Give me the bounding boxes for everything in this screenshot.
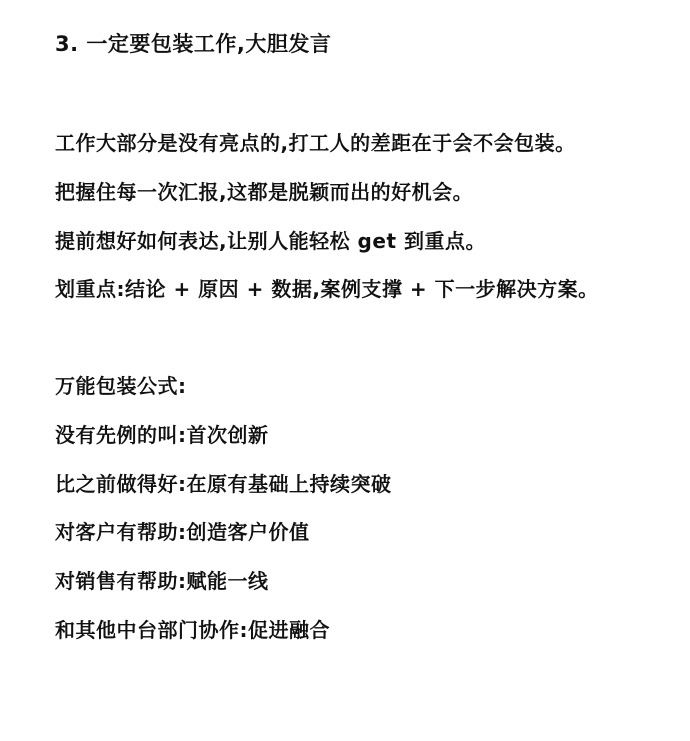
paragraph-line: 工作大部分是没有亮点的,打工人的差距在于会不会包装。 <box>55 131 576 155</box>
paragraph-line: 划重点:结论 + 原因 + 数据,案例支撑 + 下一步解决方案。 <box>55 277 599 301</box>
paragraph-line: 把握住每一次汇报,这都是脱颖而出的好机会。 <box>55 180 474 204</box>
formula-item: 比之前做得好:在原有基础上持续突破 <box>55 472 392 496</box>
formula-item: 对销售有帮助:赋能一线 <box>55 569 269 593</box>
formula-item: 没有先例的叫:首次创新 <box>55 423 269 447</box>
formula-item: 对客户有帮助:创造客户价值 <box>55 520 310 544</box>
section-heading: 3. 一定要包装工作,大胆发言 <box>55 32 332 56</box>
formula-item: 和其他中台部门协作:促进融合 <box>55 618 330 642</box>
paragraph-line: 提前想好如何表达,让别人能轻松 get 到重点。 <box>55 229 486 253</box>
formula-title: 万能包装公式: <box>55 374 187 398</box>
